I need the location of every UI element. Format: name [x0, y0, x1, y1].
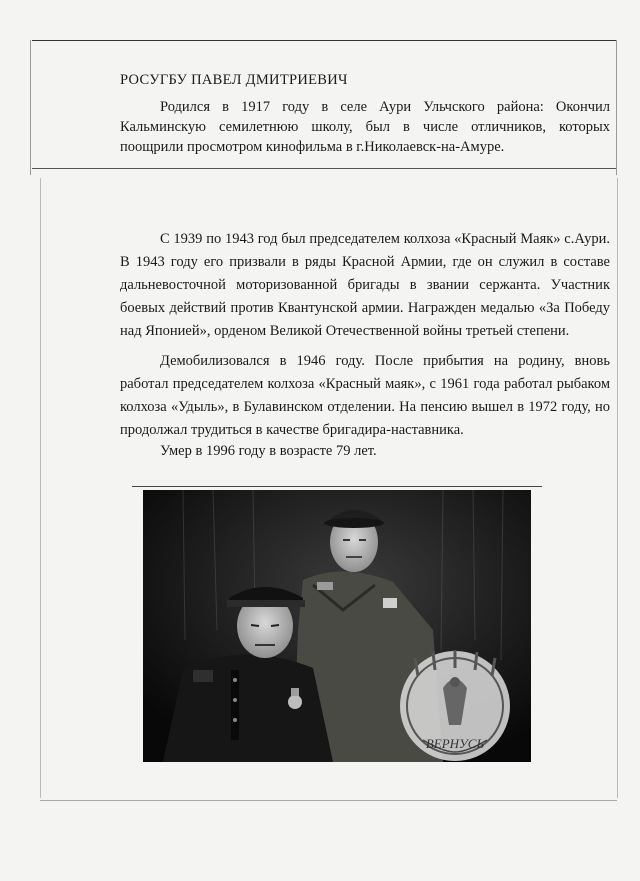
scan-edge-lower-left — [40, 178, 41, 798]
photo-top-divider — [132, 486, 542, 487]
top-divider — [32, 40, 616, 41]
person-name-title: РОСУГБУ ПАВЕЛ ДМИТРИЕВИЧ — [120, 72, 348, 88]
paragraph-demobilization: Демобилизовался в 1946 году. После прибытия на родину, вновь работал председателем колхоза «Красный маяк», с 1961 года работал рыбаком колхоза «Удыль», в Булавинском отделении. На пенсию вышел в 1972 году, но продолжал трудиться в качестве бригадира-наставника. — [120, 353, 610, 438]
paragraph-death: Умер в 1996 году в возрасте 79 лет. — [160, 443, 377, 459]
scan-edge-right — [616, 40, 617, 175]
scan-edge-lower-right — [617, 178, 618, 798]
clipping-divider — [32, 168, 616, 169]
soldiers-photograph — [143, 490, 531, 762]
bottom-divider — [40, 800, 617, 801]
paragraph-service: С 1939 по 1943 год был председателем колхоза «Красный Маяк» с.Аури. В 1943 году его призвали в ряды Красной Армии, где он служил в составе дальневосточной моторизованной бригады в звании сержанта. Участник боевых действий против Квантунской армии. Награжден медалью «За Победу над Японией», орденом Великой Отечественной войны третьей степени. — [120, 231, 610, 339]
paragraph-birth: Родился в 1917 году в селе Аури Ульчского района: Окончил Кальминскую семилетнюю школу, был в числе отличников, которых поощрили просмотром кинофильма в г.Николаевск-на-Амуре. — [120, 99, 610, 155]
stamp-label: ВЕРНУСЬ — [425, 736, 485, 751]
photograph-image — [143, 490, 531, 762]
scan-edge-left — [30, 40, 31, 175]
vernus-stamp-emblem — [400, 650, 510, 761]
